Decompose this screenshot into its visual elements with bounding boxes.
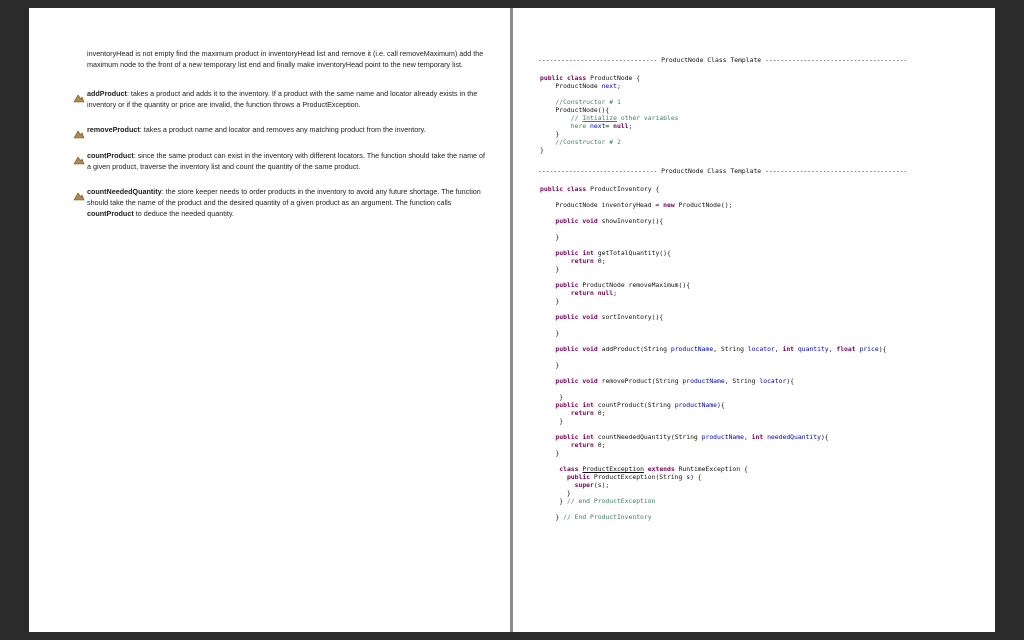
bullet-count-product bbox=[87, 150, 487, 172]
inventory-section-header: ------------------------------- ProductNode Class Template ------------------------------------- bbox=[538, 167, 908, 175]
intro-text: inventoryHead is not empty find the maximum product in inventoryHead list and remove it (i.e. call removeMaximum) add the maximum node to the front of a new temporary list end and finally make inventoryHead point to the new temporary list. bbox=[87, 49, 484, 70]
bullet-icon bbox=[73, 90, 85, 100]
left-page bbox=[29, 8, 510, 632]
bullet-remove-product bbox=[87, 124, 487, 135]
remove-product-name: removeProduct bbox=[87, 125, 140, 134]
product-inventory-code: public class ProductInventory { ProductNode inventoryHead = new ProductNode(); public void showInventory(){ } public int getTotalQuantity(){ return 0; } public ProductNode removeMaximum(){ return null; } public void sortInventory(){ } public void addProduct(String productName, String locator, int quantity, float price){ } public void removeProduct(String productName, String locator){ } public int countProduct(String productName){ return 0; } public int countNeededQuantity(String productName, int neededQuantity){ return 0; } class ProductException extends RuntimeException { public ProductException(String s) { super(s); } } // end ProductException } // End ProductInventory bbox=[540, 185, 887, 521]
add-product-name: addProduct bbox=[87, 89, 127, 98]
count-product-text: : since the same product can exist in the inventory with different locators. The function should take the name of a given product, traverse the inventory list and count the quantity of the same product. bbox=[87, 151, 486, 172]
count-product-name: countProduct bbox=[87, 151, 134, 160]
bullet-icon bbox=[73, 152, 85, 162]
bullet-icon bbox=[73, 126, 85, 136]
count-needed-tail: to deduce the needed quantity. bbox=[133, 209, 234, 219]
bullet-icon bbox=[73, 188, 85, 198]
remove-product-text: : takes a product name and locator and removes any matching product from the inventory. bbox=[139, 125, 426, 134]
right-page bbox=[513, 8, 995, 632]
bullet-count-needed-quantity bbox=[87, 186, 487, 220]
bullet-add-product bbox=[87, 88, 487, 110]
count-needed-name: countNeededQuantity bbox=[87, 187, 162, 196]
product-node-code: public class ProductNode { ProductNode next; //Constructor # 1 ProductNode(){ // Intialize other variables here next= null; } //Constructor # 2 } bbox=[540, 74, 679, 154]
intro-paragraph bbox=[87, 48, 487, 70]
add-product-text: : takes a product and adds it to the inventory. If a product with the same name and locator already exists in the inventory or if the quantity or price are invalid, the function throws a ProductException. bbox=[87, 89, 478, 110]
count-needed-text: : the store keeper needs to order products in the inventory to avoid any future shortage. The function should take the name of the product and the desired quantity of a given product as an argument. The function calls bbox=[87, 187, 481, 208]
node-section-header: ------------------------------- ProductNode Class Template ------------------------------------- bbox=[538, 56, 908, 64]
count-product-ref: countProduct bbox=[87, 209, 134, 219]
